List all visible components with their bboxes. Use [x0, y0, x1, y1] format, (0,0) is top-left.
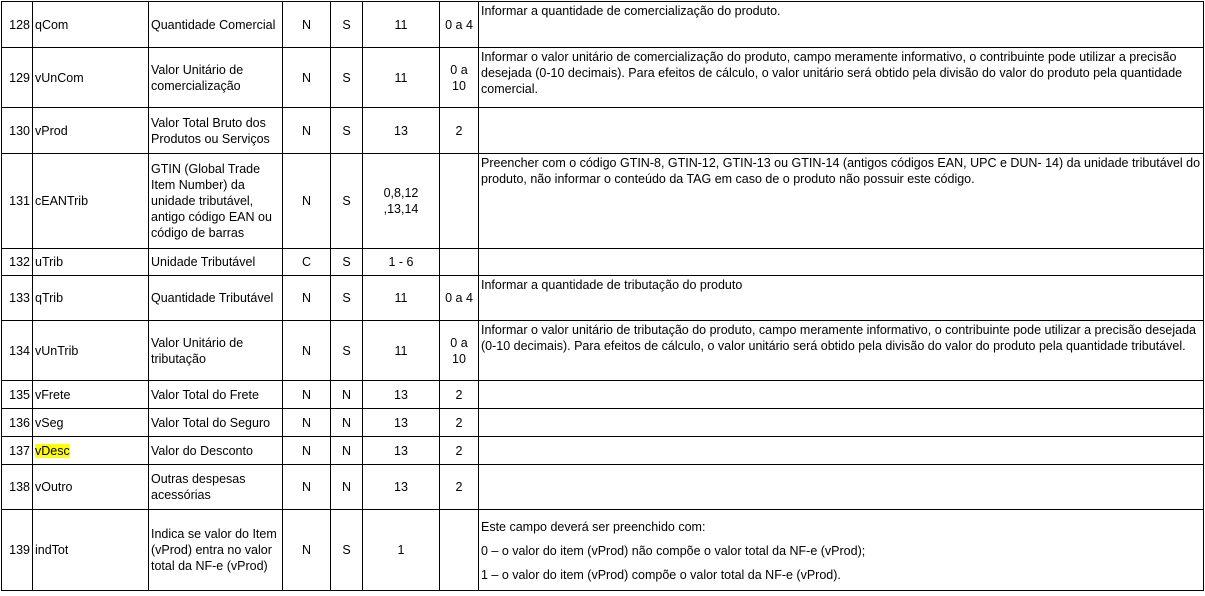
field-description-text: Outras despesas acessórias — [151, 472, 246, 502]
field-decimals — [440, 510, 479, 591]
field-size-text: 11 — [394, 70, 408, 85]
field-element-type-text: N — [301, 443, 312, 458]
field-spec-table — [1, 1, 1204, 591]
field-description-text: Valor Total Bruto dos Produtos ou Serviços — [151, 115, 270, 146]
field-decimals — [440, 321, 479, 381]
field-element-type — [283, 249, 331, 276]
field-tag-text: cEANTrib — [35, 194, 89, 208]
field-decimals-text: 2 — [455, 480, 463, 494]
row-number — [2, 276, 33, 321]
field-element-type-text: C — [301, 255, 312, 269]
field-element-type-text: N — [301, 70, 312, 85]
field-tag-text: qTrib — [35, 291, 64, 305]
field-element-type — [283, 437, 331, 465]
field-description-text: GTIN (Global Trade Item Number) da unidade tributável, antigo código EAN ou código de barras — [151, 162, 272, 240]
table-row — [2, 381, 1204, 409]
field-decimals — [440, 2, 479, 48]
row-number-text: 138 — [9, 480, 30, 494]
field-notes-paragraph: 0 – o valor do item (vProd) não compõe o valor total da NF-e (vProd); — [481, 543, 866, 558]
field-decimals-text: 2 — [455, 123, 463, 138]
field-element-type — [283, 48, 331, 108]
field-decimals — [440, 276, 479, 321]
field-size — [363, 108, 440, 154]
field-description — [149, 437, 283, 465]
field-notes — [479, 321, 1204, 381]
field-size-text: 11 — [394, 343, 408, 358]
row-number-text: 139 — [9, 543, 30, 557]
row-number-text: 130 — [9, 123, 30, 138]
row-number-text: 136 — [9, 415, 30, 430]
field-decimals-text: 2 — [455, 415, 463, 430]
row-number — [2, 108, 33, 154]
row-number-text: 128 — [9, 17, 30, 32]
row-number-text: 135 — [9, 387, 30, 402]
field-tag-text: uTrib — [35, 255, 64, 269]
field-decimals-text: 2 — [455, 387, 463, 402]
field-tag-text: vDesc — [35, 443, 70, 458]
field-required — [331, 321, 363, 381]
field-element-type-text: N — [301, 17, 312, 32]
field-element-type-text: N — [301, 194, 312, 208]
field-element-type — [283, 108, 331, 154]
row-number — [2, 510, 33, 591]
row-number — [2, 2, 33, 48]
field-notes-paragraph: Informar o valor unitário de tributação do produto, campo meramente informativo, o contribuinte pode utilizar a precisão desejada (0-10 decimais). Para efeitos de cálculo, o valor unitário será obtido pela divisão do valor do produto pela quantidade tributável. — [481, 323, 1196, 353]
field-decimals-text: 0 a 4 — [445, 17, 473, 32]
field-required-text: S — [342, 291, 351, 305]
field-required — [331, 465, 363, 510]
table-row — [2, 48, 1204, 108]
field-required — [331, 249, 363, 276]
field-tag-text: vOutro — [35, 480, 73, 494]
field-description — [149, 2, 283, 48]
row-number — [2, 437, 33, 465]
field-description-text: Quantidade Comercial — [151, 17, 276, 32]
field-tag-text: qCom — [35, 17, 69, 32]
field-notes — [479, 154, 1204, 249]
field-tag — [33, 437, 149, 465]
row-number-text: 131 — [9, 194, 30, 208]
table-row — [2, 465, 1204, 510]
row-number — [2, 154, 33, 249]
field-tag — [33, 510, 149, 591]
field-size-text: 11 — [394, 291, 408, 305]
field-decimals-text: 0 a 4 — [445, 291, 473, 305]
field-required — [331, 154, 363, 249]
field-size-text: 11 — [394, 17, 408, 32]
field-notes — [479, 465, 1204, 510]
field-description — [149, 108, 283, 154]
field-size — [363, 2, 440, 48]
field-required — [331, 2, 363, 48]
field-size — [363, 409, 440, 437]
row-number-text: 129 — [9, 70, 30, 85]
field-notes — [479, 276, 1204, 321]
field-size — [363, 154, 440, 249]
row-number — [2, 321, 33, 381]
field-required-text: S — [342, 255, 351, 269]
field-tag-text: indTot — [35, 543, 69, 557]
field-description — [149, 381, 283, 409]
field-element-type — [283, 321, 331, 381]
field-required-text: N — [341, 443, 352, 458]
field-element-type-text: N — [301, 543, 312, 557]
field-description — [149, 321, 283, 381]
row-number — [2, 48, 33, 108]
field-tag — [33, 48, 149, 108]
field-tag — [33, 276, 149, 321]
field-description — [149, 409, 283, 437]
row-number-text: 134 — [9, 343, 30, 358]
table-row — [2, 2, 1204, 48]
field-element-type — [283, 409, 331, 437]
field-notes-paragraph: 1 – o valor do item (vProd) compõe o valor total da NF-e (vProd). — [481, 567, 841, 582]
field-element-type — [283, 276, 331, 321]
field-description — [149, 249, 283, 276]
field-size — [363, 276, 440, 321]
field-size-text: 13 — [394, 415, 408, 430]
field-size-text: 0,8,12 ,13,14 — [383, 186, 419, 216]
field-description-text: Unidade Tributável — [151, 255, 256, 269]
field-required — [331, 437, 363, 465]
field-description-text: Valor Total do Frete — [151, 387, 259, 402]
field-size-text: 13 — [394, 387, 408, 402]
field-element-type-text: N — [301, 480, 312, 494]
field-decimals — [440, 381, 479, 409]
field-element-type-text: N — [301, 123, 312, 138]
field-decimals — [440, 249, 479, 276]
field-tag — [33, 2, 149, 48]
field-tag — [33, 321, 149, 381]
field-element-type — [283, 510, 331, 591]
field-description — [149, 48, 283, 108]
field-required — [331, 276, 363, 321]
row-number — [2, 381, 33, 409]
field-description — [149, 510, 283, 591]
field-decimals — [440, 409, 479, 437]
field-required-text: S — [342, 17, 351, 32]
field-required-text: N — [341, 387, 352, 402]
field-tag-text: vProd — [35, 123, 68, 138]
field-size-text: 13 — [394, 480, 408, 494]
field-notes — [479, 510, 1204, 591]
field-description-text: Indica se valor do Item (vProd) entra no valor total da NF-e (vProd) — [151, 527, 277, 573]
field-description — [149, 465, 283, 510]
field-required-text: S — [342, 543, 351, 557]
field-description-text: Valor Unitário de comercialização — [151, 62, 244, 93]
field-required-text: N — [341, 415, 352, 430]
field-size — [363, 321, 440, 381]
field-required — [331, 108, 363, 154]
field-tag-text: vSeg — [35, 415, 64, 430]
field-tag — [33, 154, 149, 249]
table-row — [2, 249, 1204, 276]
field-description — [149, 276, 283, 321]
row-number-text: 137 — [9, 443, 30, 458]
field-tag — [33, 108, 149, 154]
field-notes — [479, 409, 1204, 437]
field-element-type — [283, 2, 331, 48]
field-notes-paragraph: Informar a quantidade de tributação do produto — [481, 278, 743, 292]
field-size — [363, 510, 440, 591]
field-element-type — [283, 381, 331, 409]
field-tag-text: vFrete — [35, 387, 71, 402]
field-size — [363, 437, 440, 465]
field-element-type-text: N — [301, 415, 312, 430]
table-row — [2, 510, 1204, 591]
field-required — [331, 409, 363, 437]
table-row — [2, 154, 1204, 249]
field-notes — [479, 381, 1204, 409]
field-notes-paragraph: Este campo deverá ser preenchido com: — [481, 519, 706, 534]
field-notes — [479, 108, 1204, 154]
field-decimals — [440, 48, 479, 108]
field-decimals — [440, 437, 479, 465]
row-number-text: 132 — [9, 255, 30, 269]
field-size-text: 1 — [397, 543, 405, 557]
field-decimals-text: 2 — [455, 443, 463, 458]
field-notes — [479, 437, 1204, 465]
field-size-text: 13 — [394, 123, 408, 138]
field-required-text: S — [342, 123, 351, 138]
field-required-text: S — [342, 194, 351, 208]
field-decimals — [440, 154, 479, 249]
field-description — [149, 154, 283, 249]
field-required-text: N — [341, 480, 352, 494]
field-notes-paragraph: Informar o valor unitário de comercialização do produto, campo meramente informativo, o contribuinte pode utilizar a precisão desejada (0-10 decimais). Para efeitos de cálculo, o valor unitário será obtido pela divisão do valor do produto pela quantidade comercial. — [481, 50, 1183, 96]
field-element-type — [283, 154, 331, 249]
table-row — [2, 409, 1204, 437]
field-notes-paragraph: Preencher com o código GTIN-8, GTIN-12, GTIN-13 ou GTIN-14 (antigos códigos EAN, UPC e DUN- 14) da unidade tributável do produto, não informar o conteúdo da TAG em caso de o produto não possuir este código. — [481, 156, 1201, 186]
field-tag — [33, 249, 149, 276]
field-description-text: Valor Total do Seguro — [151, 415, 271, 430]
field-tag-text: vUnCom — [35, 70, 84, 85]
field-decimals-text: 0 a 10 — [450, 335, 468, 366]
row-number — [2, 465, 33, 510]
field-decimals — [440, 108, 479, 154]
field-description-text: Quantidade Tributável — [151, 291, 274, 305]
field-notes-paragraph: Informar a quantidade de comercialização do produto. — [481, 4, 781, 18]
field-element-type-text: N — [301, 387, 312, 402]
row-number-text: 133 — [9, 291, 30, 305]
field-decimals — [440, 465, 479, 510]
field-description-text: Valor do Desconto — [151, 443, 253, 458]
field-notes — [479, 48, 1204, 108]
field-required — [331, 48, 363, 108]
field-required — [331, 510, 363, 591]
field-required-text: S — [342, 343, 351, 358]
field-tag — [33, 465, 149, 510]
field-element-type — [283, 465, 331, 510]
table-row — [2, 437, 1204, 465]
field-description-text: Valor Unitário de tributação — [151, 335, 244, 366]
field-tag — [33, 409, 149, 437]
row-number — [2, 409, 33, 437]
field-size-text: 1 - 6 — [388, 255, 414, 269]
field-size — [363, 48, 440, 108]
field-required-text: S — [342, 70, 351, 85]
field-tag-text: vUnTrib — [35, 343, 79, 358]
field-notes — [479, 249, 1204, 276]
field-element-type-text: N — [301, 343, 312, 358]
field-notes — [479, 2, 1204, 48]
field-size-text: 13 — [394, 443, 408, 458]
row-number — [2, 249, 33, 276]
field-size — [363, 249, 440, 276]
table-row — [2, 108, 1204, 154]
field-required — [331, 381, 363, 409]
field-element-type-text: N — [301, 291, 312, 305]
table-row — [2, 276, 1204, 321]
field-decimals-text: 0 a 10 — [450, 62, 468, 93]
table-row — [2, 321, 1204, 381]
field-size — [363, 381, 440, 409]
field-size — [363, 465, 440, 510]
field-tag — [33, 381, 149, 409]
